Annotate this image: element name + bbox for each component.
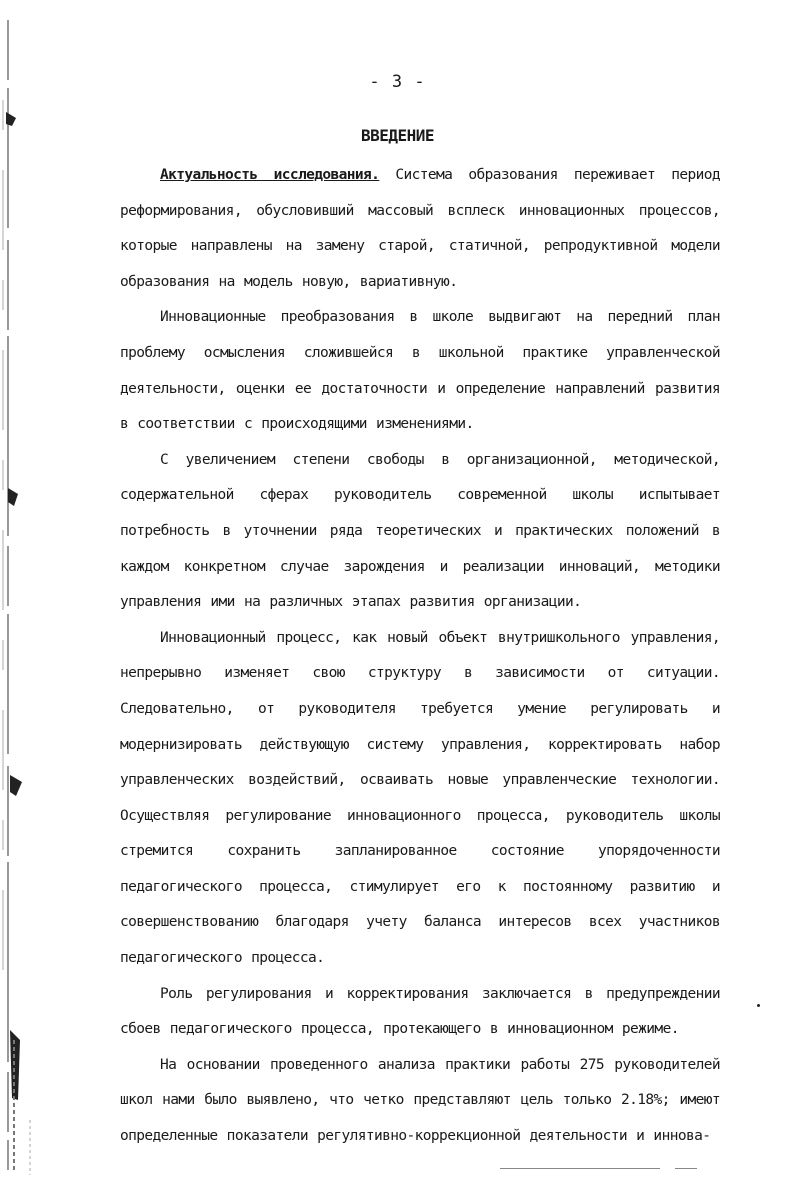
paragraph: На основании проведенного анализа практики работы 275 руководителей школ нами было выявлено, что четко представляют цель только 2.18%; имеют определенные показатели регулятивно-коррекционной деятельности и иннова- xyxy=(120,1056,720,1145)
body-text xyxy=(120,158,720,1155)
footer-rule xyxy=(500,1168,660,1169)
paragraph: Инновационные преобразования в школе выдвигают на передний план проблему осмысления сложившейся в школьной практике управленческой деятельности, оценки ее достаточности и определение направлений развития в соответствии с происходящими изменениями. xyxy=(120,309,720,433)
section-heading: ВВЕДЕНИЕ xyxy=(360,126,435,145)
footer-rule xyxy=(675,1168,697,1169)
page-number: - 3 - xyxy=(369,72,426,92)
paragraph-text: Система образования переживает период реформирования, обусловивший массовый всплеск инновационных процессов, которые направлены на замену старой, статичной, репродуктивной модели образования на модель новую, вариативную. xyxy=(120,167,720,290)
paragraph-relevance xyxy=(120,158,720,300)
scan-speck xyxy=(757,1004,760,1007)
paragraph: Инновационный процесс, как новый объект внутришкольного управления, непрерывно изменяет свою структуру в зависимости от ситуации. Следовательно, от руководителя требуется умение регулировать и модернизировать действующую систему управления, корректировать набор управленческих воздействий, осваивать новые управленческие технологии. Осуществляя регулирование инновационного процесса, руководитель школы стремится сохранить запланированное состояние упорядоченности педагогического процесса, стимулирует его к постоянному развитию и совершенствованию благодаря учету баланса интересов всех участников педагогического процесса. xyxy=(120,629,720,967)
paragraph: Роль регулирования и корректирования заключается в предупреждении сбоев педагогического процесса, протекающего в инновационном режиме. xyxy=(120,985,720,1038)
relevance-lead: Актуальность исследования. xyxy=(160,167,380,183)
paragraph: С увеличением степени свободы в организационной, методической, содержательной сферах руководитель современной школы испытывает потребность в уточнении ряда теоретических и практических положений в каждом конкретном случае зарождения и реализации инноваций, методики управления ими на различных этапах развития организации. xyxy=(120,451,720,611)
scan-binding-edge xyxy=(0,0,40,1179)
